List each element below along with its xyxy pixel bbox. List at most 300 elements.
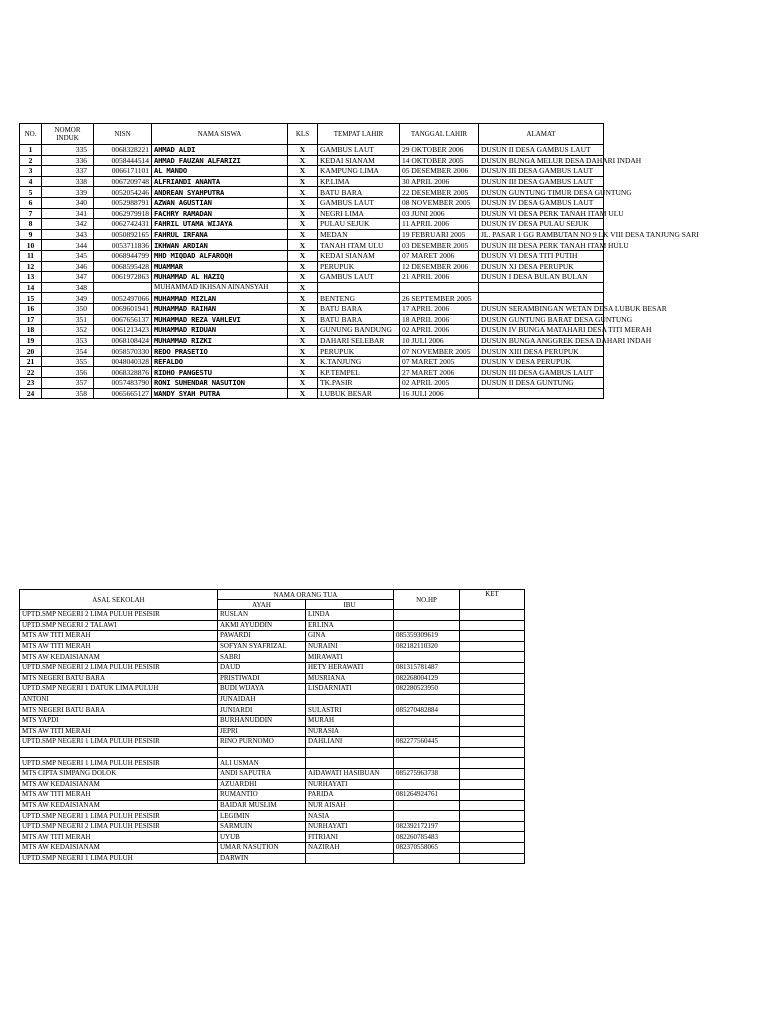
student-nisn-cell: 0052054246 <box>94 187 152 198</box>
table-row <box>20 293 604 304</box>
student-tempat-lahir-cell: GAMBUS LAUT <box>318 145 400 156</box>
student-kls-cell: X <box>288 314 318 325</box>
parent-ket-cell <box>460 832 525 843</box>
table-row <box>20 673 525 684</box>
student-name-cell: MUHAMMAD RIDUAN <box>152 325 288 336</box>
table-row <box>20 631 525 642</box>
student-nisn-cell: 0067209748 <box>94 176 152 187</box>
student-name-cell: IKHWAN ARDIAN <box>152 240 288 251</box>
student-nomor-induk-cell: 352 <box>42 325 94 336</box>
parent-ket-cell <box>460 662 525 673</box>
table-row <box>20 346 604 357</box>
table-row <box>20 758 525 769</box>
parent-ibu-cell: AIDAWATI HASIBUAN <box>306 768 394 779</box>
student-tanggal-lahir-cell: 16 JULI 2006 <box>400 388 479 399</box>
col-header-no: NO. <box>20 124 42 145</box>
col-header-nama-orang-tua: NAMA ORANG TUA <box>218 590 394 600</box>
student-tempat-lahir-cell: GAMBUS LAUT <box>318 272 400 283</box>
student-no-cell: 12 <box>20 261 42 272</box>
student-tanggal-lahir-cell: 27 MARET 2006 <box>400 367 479 378</box>
student-no-cell: 11 <box>20 250 42 261</box>
student-no-cell: 13 <box>20 272 42 283</box>
student-alamat-cell: DUSUN XI DESA PERUPUK <box>479 261 604 272</box>
parent-ayah-cell: SABRI <box>218 652 306 663</box>
student-no-cell: 20 <box>20 346 42 357</box>
parent-ibu-cell: NAZIRAH <box>306 843 394 854</box>
student-name-cell: MUAMMAR <box>152 261 288 272</box>
parent-ibu-cell: DAHLIANI <box>306 737 394 748</box>
parent-ket-cell <box>460 768 525 779</box>
parent-asal-sekolah-cell: MTS NEGERI BATU BARA <box>20 705 218 716</box>
student-kls-cell: X <box>288 388 318 399</box>
student-name-cell: MUHAMMAD RAIHAN <box>152 303 288 314</box>
student-tanggal-lahir-cell: 30 APRIL 2006 <box>400 176 479 187</box>
student-no-cell: 9 <box>20 229 42 240</box>
student-nomor-induk-cell: 350 <box>42 303 94 314</box>
student-no-cell: 1 <box>20 145 42 156</box>
parent-ibu-cell <box>306 747 394 758</box>
student-tempat-lahir-cell: NEGRI LIMA <box>318 208 400 219</box>
parent-ayah-cell: ANDI SAPUTRA <box>218 768 306 779</box>
parent-ayah-cell: AKMI AYUDDIN <box>218 620 306 631</box>
parent-no-hp-cell: 085270482884 <box>394 705 460 716</box>
parent-ket-cell <box>460 610 525 621</box>
student-name-cell: FACHRY RAMADAN <box>152 208 288 219</box>
table-row <box>20 705 525 716</box>
parent-no-hp-cell <box>394 758 460 769</box>
student-nisn-cell: 0058444514 <box>94 155 152 166</box>
parent-asal-sekolah-cell: UPTD.SMP NEGERI 1 LIMA PULUH PESISIR <box>20 737 218 748</box>
student-tanggal-lahir-cell: 03 DESEMBER 2005 <box>400 240 479 251</box>
student-kls-cell: X <box>288 367 318 378</box>
student-tanggal-lahir-cell: 10 JULI 2006 <box>400 335 479 346</box>
student-nisn-cell: 0069601941 <box>94 303 152 314</box>
parent-no-hp-cell: 082277560445 <box>394 737 460 748</box>
parent-ket-cell <box>460 684 525 695</box>
parent-ayah-cell: UYUB <box>218 832 306 843</box>
student-no-cell: 22 <box>20 367 42 378</box>
student-kls-cell: X <box>288 282 318 293</box>
parent-asal-sekolah-cell: MTS YAPDI <box>20 715 218 726</box>
student-name-cell: WANDY SYAH PUTRA <box>152 388 288 399</box>
parent-no-hp-cell <box>394 610 460 621</box>
student-alamat-cell: JL. PASAR 1 GG RAMBUTAN NO 9 LK VIII DESA TANJUNG SARI <box>479 229 604 240</box>
table-row <box>20 166 604 177</box>
student-nisn-cell: 0061972863 <box>94 272 152 283</box>
parent-ibu-cell <box>306 694 394 705</box>
student-tanggal-lahir-cell: 17 APRIL 2006 <box>400 303 479 314</box>
student-kls-cell: X <box>288 303 318 314</box>
student-nisn-cell: 0062742431 <box>94 219 152 230</box>
student-no-cell: 8 <box>20 219 42 230</box>
parent-ayah-cell: JUNIARDI <box>218 705 306 716</box>
table-row <box>20 187 604 198</box>
student-no-cell: 16 <box>20 303 42 314</box>
parent-no-hp-cell: 082260785483 <box>394 832 460 843</box>
student-nisn-cell: 0068595428 <box>94 261 152 272</box>
student-tempat-lahir-cell: DAHARI SELEBAR <box>318 335 400 346</box>
parent-no-hp-cell: 082182110320 <box>394 641 460 652</box>
student-alamat-cell: DUSUN I DESA BULAN BULAN <box>479 272 604 283</box>
parent-ibu-cell: NASIA <box>306 811 394 822</box>
student-tanggal-lahir-cell: 02 APRIL 2005 <box>400 378 479 389</box>
students-table-body <box>20 145 699 399</box>
parent-ket-cell <box>460 631 525 642</box>
parent-no-hp-cell <box>394 715 460 726</box>
student-name-cell: MHD MIQDAD ALFAROQH <box>152 250 288 261</box>
table-row <box>20 229 604 240</box>
student-alamat-cell: DUSUN III DESA PERK TANAH ITAM HULU <box>479 240 604 251</box>
parent-ibu-cell: NURAINI <box>306 641 394 652</box>
student-nisn-cell: 0062979918 <box>94 208 152 219</box>
parent-ket-cell <box>460 715 525 726</box>
student-nisn-cell: 0068328221 <box>94 145 152 156</box>
student-alamat-cell: DUSUN VI DESA TITI PUTIH <box>479 250 604 261</box>
student-tanggal-lahir-cell: 22 DESEMBER 2005 <box>400 187 479 198</box>
student-nomor-induk-cell: 347 <box>42 272 94 283</box>
table-row <box>20 790 525 801</box>
student-no-cell: 10 <box>20 240 42 251</box>
student-nomor-induk-cell: 344 <box>42 240 94 251</box>
parent-ayah-cell: PRISTIWADI <box>218 673 306 684</box>
table-row <box>20 694 525 705</box>
student-no-cell: 21 <box>20 356 42 367</box>
student-nisn-cell <box>94 282 152 293</box>
student-alamat-cell: DUSUN IV BUNGA MATAHARI DESA TITI MERAH <box>479 325 604 336</box>
student-nisn-cell: 0048040328 <box>94 356 152 367</box>
student-tanggal-lahir-cell: 14 OKTOBER 2005 <box>400 155 479 166</box>
student-kls-cell: X <box>288 346 318 357</box>
student-no-cell: 4 <box>20 176 42 187</box>
student-name-cell: AL MANDO <box>152 166 288 177</box>
student-name-cell: ALFRIANDI ANANTA <box>152 176 288 187</box>
student-kls-cell: X <box>288 229 318 240</box>
student-tanggal-lahir-cell: 12 DESEMBER 2006 <box>400 261 479 272</box>
student-alamat-cell: DUSUN III DESA GAMBUS LAUT <box>479 367 604 378</box>
table-row <box>20 240 604 251</box>
student-tempat-lahir-cell: KEDAI SIANAM <box>318 155 400 166</box>
table-row <box>20 737 525 748</box>
table-row <box>20 197 604 208</box>
student-tempat-lahir-cell: PULAU SEJUK <box>318 219 400 230</box>
student-no-cell: 23 <box>20 378 42 389</box>
student-tempat-lahir-cell: KEDAI SIANAM <box>318 250 400 261</box>
student-nomor-induk-cell: 349 <box>42 293 94 304</box>
parent-ket-cell <box>460 800 525 811</box>
table-row <box>20 378 604 389</box>
col-header-tanggal-lahir: TANGGAL LAHIR <box>400 124 479 145</box>
parent-ibu-cell <box>306 853 394 864</box>
parent-ket-cell <box>460 758 525 769</box>
parent-asal-sekolah-cell: MTS AW TITI MERAH <box>20 631 218 642</box>
parent-ket-cell <box>460 673 525 684</box>
student-nisn-cell: 0052988791 <box>94 197 152 208</box>
parents-table <box>19 589 525 864</box>
parent-no-hp-cell: 081315781487 <box>394 662 460 673</box>
parent-ibu-cell: MIRAWATI <box>306 652 394 663</box>
student-alamat-cell: DUSUN IV DESA PULAU SEJUK <box>479 219 604 230</box>
parent-ket-cell <box>460 843 525 854</box>
student-nomor-induk-cell: 342 <box>42 219 94 230</box>
table-row <box>20 768 525 779</box>
parent-ibu-cell: NUR AISAH <box>306 800 394 811</box>
student-no-cell: 3 <box>20 166 42 177</box>
student-tempat-lahir-cell: BATU BARA <box>318 187 400 198</box>
student-alamat-cell <box>479 282 604 293</box>
parent-ibu-cell: ERLINA <box>306 620 394 631</box>
student-nomor-induk-cell: 337 <box>42 166 94 177</box>
parent-no-hp-cell: 082392172197 <box>394 821 460 832</box>
student-tempat-lahir-cell: LUBUK BESAR <box>318 388 400 399</box>
student-name-cell: MUHAMMAD IKHSAN AINANSYAH <box>152 282 288 293</box>
parent-ibu-cell: MUSRIANA <box>306 673 394 684</box>
students-table <box>19 123 699 399</box>
student-no-cell: 14 <box>20 282 42 293</box>
student-kls-cell: X <box>288 176 318 187</box>
student-alamat-cell: DUSUN VI DESA PERK TANAH ITAM ULU <box>479 208 604 219</box>
student-kls-cell: X <box>288 145 318 156</box>
table-row <box>20 747 525 758</box>
parent-no-hp-cell <box>394 652 460 663</box>
student-name-cell: REFALDO <box>152 356 288 367</box>
col-header-ayah: AYAH <box>218 600 306 610</box>
student-tanggal-lahir-cell: 11 APRIL 2006 <box>400 219 479 230</box>
student-nisn-cell: 0066171101 <box>94 166 152 177</box>
student-name-cell: MUHAMMAD REZA VAHLEVI <box>152 314 288 325</box>
parent-ket-cell <box>460 790 525 801</box>
parent-ayah-cell: AZUARDHI <box>218 779 306 790</box>
student-name-cell: AHMAD ALDI <box>152 145 288 156</box>
parent-ket-cell <box>460 821 525 832</box>
table-row <box>20 145 604 156</box>
parent-asal-sekolah-cell: UPTD.SMP NEGERI 2 LIMA PULUH PESISIR <box>20 610 218 621</box>
parent-ayah-cell: DAUD <box>218 662 306 673</box>
student-name-cell: FAHRUL IRFANA <box>152 229 288 240</box>
parent-ayah-cell: UMAR NASUTION <box>218 843 306 854</box>
parent-asal-sekolah-cell: MTS CIPTA SIMPANG DOLOK <box>20 768 218 779</box>
student-tempat-lahir-cell: BENTENG <box>318 293 400 304</box>
student-nomor-induk-cell: 358 <box>42 388 94 399</box>
student-tanggal-lahir-cell: 07 NOVEMBER 2005 <box>400 346 479 357</box>
student-tanggal-lahir-cell: 21 APRIL 2006 <box>400 272 479 283</box>
student-nomor-induk-cell: 341 <box>42 208 94 219</box>
student-tempat-lahir-cell: KAMPUNG LIMA <box>318 166 400 177</box>
table-row <box>20 325 604 336</box>
student-no-cell: 6 <box>20 197 42 208</box>
parent-asal-sekolah-cell: UPTD.SMP NEGERI 2 LIMA PULUH PESISIR <box>20 821 218 832</box>
table-row <box>20 832 525 843</box>
parent-ket-cell <box>460 737 525 748</box>
student-tempat-lahir-cell: GAMBUS LAUT <box>318 197 400 208</box>
parent-ibu-cell: NURHAYATI <box>306 779 394 790</box>
student-tempat-lahir-cell: BATU BARA <box>318 303 400 314</box>
student-kls-cell: X <box>288 240 318 251</box>
student-name-cell: AZWAN AGUSTIAN <box>152 197 288 208</box>
table-row <box>20 356 604 367</box>
parent-ayah-cell: PAWARDI <box>218 631 306 642</box>
student-nisn-cell: 0057483790 <box>94 378 152 389</box>
student-nomor-induk-cell: 357 <box>42 378 94 389</box>
col-header-alamat: ALAMAT <box>479 124 604 145</box>
table-row <box>20 853 525 864</box>
col-header-asal-sekolah: ASAL SEKOLAH <box>20 590 218 610</box>
table-row <box>20 726 525 737</box>
student-tempat-lahir-cell: KP.TEMPEL <box>318 367 400 378</box>
student-nomor-induk-cell: 340 <box>42 197 94 208</box>
student-nisn-cell: 0052497066 <box>94 293 152 304</box>
table-row <box>20 641 525 652</box>
student-nomor-induk-cell: 335 <box>42 145 94 156</box>
parent-asal-sekolah-cell: MTS AW TITI MERAH <box>20 641 218 652</box>
col-header-ibu: IBU <box>306 600 394 610</box>
student-nomor-induk-cell: 351 <box>42 314 94 325</box>
student-no-cell: 18 <box>20 325 42 336</box>
student-name-cell: REDO PRASETIO <box>152 346 288 357</box>
table-row <box>20 843 525 854</box>
student-nomor-induk-cell: 338 <box>42 176 94 187</box>
student-no-cell: 7 <box>20 208 42 219</box>
student-kls-cell: X <box>288 250 318 261</box>
parent-asal-sekolah-cell: UPTD.SMP NEGERI 1 DATUK LIMA PULUH <box>20 684 218 695</box>
parent-ayah-cell: SARMUIN <box>218 821 306 832</box>
student-nisn-cell: 0061213423 <box>94 325 152 336</box>
student-nisn-cell: 0065665127 <box>94 388 152 399</box>
parent-ket-cell <box>460 726 525 737</box>
student-alamat-cell: DUSUN GUNTUNG TIMUR DESA GUNTUNG <box>479 187 604 198</box>
table-row <box>20 367 604 378</box>
parent-ayah-cell: BAIDAR MUSLIM <box>218 800 306 811</box>
student-kls-cell: X <box>288 187 318 198</box>
student-no-cell: 2 <box>20 155 42 166</box>
parent-no-hp-cell <box>394 811 460 822</box>
student-tempat-lahir-cell: BATU BARA <box>318 314 400 325</box>
parent-no-hp-cell <box>394 779 460 790</box>
table-row <box>20 610 525 621</box>
parent-ket-cell <box>460 747 525 758</box>
student-no-cell: 19 <box>20 335 42 346</box>
student-nomor-induk-cell: 336 <box>42 155 94 166</box>
table-row <box>20 250 604 261</box>
student-nisn-cell: 0050892165 <box>94 229 152 240</box>
student-tempat-lahir-cell <box>318 282 400 293</box>
student-alamat-cell: DUSUN IV DESA GAMBUS LAUT <box>479 197 604 208</box>
parent-asal-sekolah-cell: UPTD.SMP NEGERI 1 LIMA PULUH <box>20 853 218 864</box>
student-name-cell: AHMAD FAUZAN ALFARIZI <box>152 155 288 166</box>
student-tanggal-lahir-cell: 03 JUNI 2006 <box>400 208 479 219</box>
student-tempat-lahir-cell: KP.LIMA <box>318 176 400 187</box>
col-header-nama-siswa: NAMA SISWA <box>152 124 288 145</box>
student-name-cell: MUHAMMAD AL HAZIQ <box>152 272 288 283</box>
parent-ayah-cell: RUSLAN <box>218 610 306 621</box>
table-row <box>20 335 604 346</box>
student-name-cell: RONI SUHENDAR NASUTION <box>152 378 288 389</box>
student-name-cell: MUHAMMAD MIZLAN <box>152 293 288 304</box>
student-name-cell: ANDREAN SYAHPUTRA <box>152 187 288 198</box>
parent-ibu-cell: MURAH <box>306 715 394 726</box>
parent-no-hp-cell: 082268004129 <box>394 673 460 684</box>
table-row <box>20 303 604 314</box>
student-alamat-cell: DUSUN V DESA PERUPUK <box>479 356 604 367</box>
parent-ayah-cell: DARWIN <box>218 853 306 864</box>
parent-asal-sekolah-cell: MTS AW KEDAISIANAM <box>20 800 218 811</box>
student-nomor-induk-cell: 345 <box>42 250 94 261</box>
student-nisn-cell: 0053711836 <box>94 240 152 251</box>
student-tanggal-lahir-cell: 29 OKTOBER 2006 <box>400 145 479 156</box>
parent-ayah-cell: ALI USMAN <box>218 758 306 769</box>
student-nomor-induk-cell: 348 <box>42 282 94 293</box>
parent-asal-sekolah-cell: UPTD.SMP NEGERI 2 TALAWI <box>20 620 218 631</box>
student-kls-cell: X <box>288 208 318 219</box>
table-row <box>20 715 525 726</box>
student-tempat-lahir-cell: K.TANJUNG <box>318 356 400 367</box>
student-nomor-induk-cell: 356 <box>42 367 94 378</box>
table-row <box>20 155 604 166</box>
table-row <box>20 684 525 695</box>
student-no-cell: 15 <box>20 293 42 304</box>
student-kls-cell: X <box>288 378 318 389</box>
parent-no-hp-cell <box>394 620 460 631</box>
student-nomor-induk-cell: 354 <box>42 346 94 357</box>
parent-ket-cell <box>460 811 525 822</box>
parent-ayah-cell: LEGIMIN <box>218 811 306 822</box>
student-tempat-lahir-cell: PERUPUK <box>318 346 400 357</box>
student-alamat-cell: DUSUN BUNGA MELUR DESA DAHARI INDAH <box>479 155 604 166</box>
parent-asal-sekolah-cell: MTS AW KEDAISIANAM <box>20 779 218 790</box>
student-alamat-cell: DUSUN II DESA GUNTUNG <box>479 378 604 389</box>
student-tanggal-lahir-cell: 07 MARET 2006 <box>400 250 479 261</box>
student-tanggal-lahir-cell: 05 DESEMBER 2006 <box>400 166 479 177</box>
student-no-cell: 24 <box>20 388 42 399</box>
student-no-cell: 17 <box>20 314 42 325</box>
parent-no-hp-cell: 085359309619 <box>394 631 460 642</box>
student-alamat-cell: DUSUN SERAMBINGAN WETAN DESA LUBUK BESAR <box>479 303 604 314</box>
parent-no-hp-cell: 081264924761 <box>394 790 460 801</box>
table-row <box>20 811 525 822</box>
student-nisn-cell: 0068108424 <box>94 335 152 346</box>
student-tempat-lahir-cell: TK.PASIR <box>318 378 400 389</box>
table-row <box>20 176 604 187</box>
col-header-ket: KET <box>460 590 525 610</box>
student-nisn-cell: 0058570330 <box>94 346 152 357</box>
table-row <box>20 388 604 399</box>
table-row <box>20 620 525 631</box>
parent-ayah-cell: RINO PURNOMO <box>218 737 306 748</box>
parent-ibu-cell <box>306 758 394 769</box>
parent-no-hp-cell: 085275963738 <box>394 768 460 779</box>
student-nisn-cell: 0068944799 <box>94 250 152 261</box>
student-kls-cell: X <box>288 166 318 177</box>
student-nomor-induk-cell: 346 <box>42 261 94 272</box>
student-nomor-induk-cell: 339 <box>42 187 94 198</box>
parent-ibu-cell: PARIDA <box>306 790 394 801</box>
parent-asal-sekolah-cell: MTS NEGERI BATU BARA <box>20 673 218 684</box>
table-row <box>20 272 604 283</box>
student-alamat-cell: DUSUN BUNGA ANGGREK DESA DAHARI INDAH <box>479 335 604 346</box>
student-kls-cell: X <box>288 155 318 166</box>
student-alamat-cell <box>479 293 604 304</box>
parents-table-body <box>20 610 525 864</box>
parent-ket-cell <box>460 705 525 716</box>
col-header-nisn: NISN <box>94 124 152 145</box>
student-name-cell: FAHRIL UTAMA WIJAYA <box>152 219 288 230</box>
table-row <box>20 314 604 325</box>
student-kls-cell: X <box>288 356 318 367</box>
parent-asal-sekolah-cell: MTS AW TITI MERAH <box>20 726 218 737</box>
parent-ket-cell <box>460 694 525 705</box>
student-kls-cell: X <box>288 293 318 304</box>
student-alamat-cell: DUSUN II DESA GAMBUS LAUT <box>479 145 604 156</box>
student-kls-cell: X <box>288 261 318 272</box>
